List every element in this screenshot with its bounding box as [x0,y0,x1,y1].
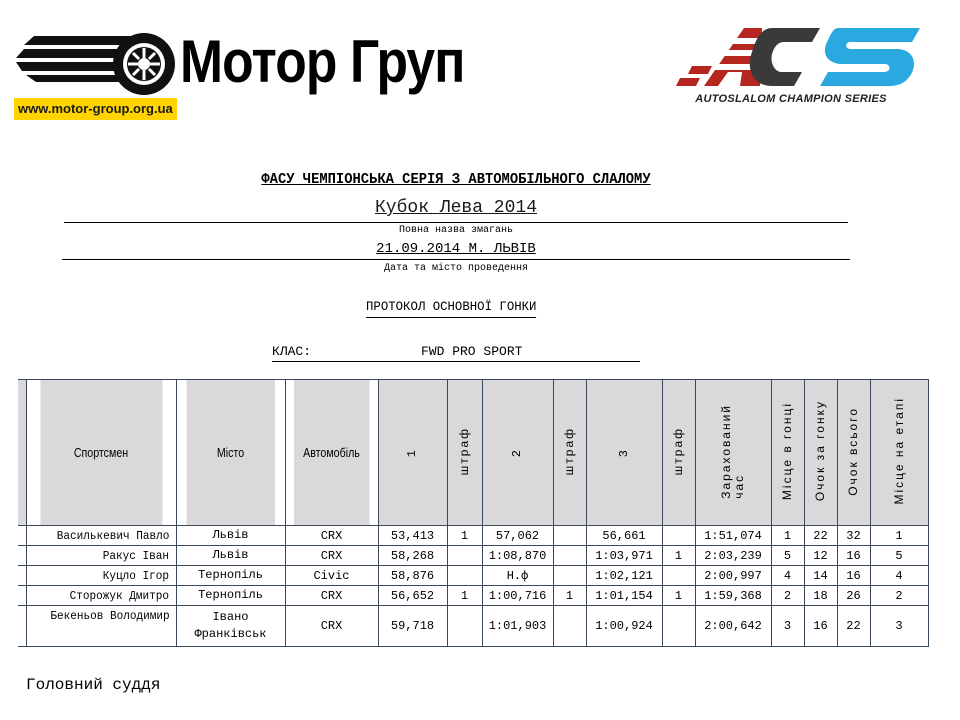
header-place-stage [870,380,928,526]
table-header-row [18,380,928,526]
header-run1 [378,380,447,526]
place-race-cell: 1 [771,526,804,546]
points-total-cell: 32 [837,526,870,546]
city-cell: Івано Франківськ [176,606,285,647]
city-cell: Тернопіль [176,586,285,606]
date-place-caption: Дата та місто проведення [383,263,529,274]
athlete-name: Куцло Ігор [103,568,170,583]
car-cell: CRX [285,546,378,566]
penalty2-cell [553,546,586,566]
header-counted-time-text: Зарахований час [719,403,746,499]
run2-cell: 1:08,870 [482,546,553,566]
city-cell: Тернопіль [176,566,285,586]
penalty1-cell [447,606,482,647]
acs-tagline: AUTOSLALOM CHAMPION SERIES [695,93,887,105]
points-race-cell: 22 [804,526,837,546]
acs-emblem-icon [652,20,942,94]
place-stage-cell: 4 [870,566,928,586]
penalty1-cell [447,566,482,586]
place-stage-cell: 5 [870,546,928,566]
points-race-cell: 12 [804,546,837,566]
points-race-cell: 16 [804,606,837,647]
car-cell: CRX [285,526,378,546]
athlete-cell [26,526,176,546]
header-city: Місто [186,380,275,526]
header-spacer [18,380,26,526]
event-name-text: Кубок Лева 2014 [374,198,538,218]
run1-cell: 59,718 [378,606,447,647]
place-race-cell: 4 [771,566,804,586]
table-row [18,586,928,606]
class-row [272,344,640,362]
penalty2-cell: 1 [553,586,586,606]
date-place-text: 21.09.2014 М. ЛЬВІВ [376,241,536,257]
header-points-total [837,380,870,526]
header-run3-text: 3 [616,447,631,457]
chief-judge-label: Головний суддя [26,676,161,694]
acs-logo [652,20,942,112]
header-counted-time [695,380,771,526]
header-run1-text: 1 [405,447,419,457]
class-value: FWD PRO SPORT [421,344,523,359]
points-total-cell: 16 [837,566,870,586]
city-cell: Львів [176,546,285,566]
results-table [18,379,929,647]
header-penalty3-text: штраф [671,426,685,476]
protocol-title: ПРОТОКОЛ ОСНОВНОЇ ГОНКИ [366,299,536,318]
penalty1-cell: 1 [447,526,482,546]
run2-cell: 1:01,903 [482,606,553,647]
place-race-cell: 5 [771,546,804,566]
brand-name: Мотор Груп [180,28,465,95]
header-place-stage-text: Місце на етапі [891,397,906,505]
place-stage-cell: 3 [870,606,928,647]
run1-cell: 58,268 [378,546,447,566]
header-athlete: Спортсмен [40,380,163,526]
car-cell: CRX [285,586,378,606]
championship-title: ФАСУ ЧЕМПІОНСЬКА СЕРІЯ З АВТОМОБІЛЬНОГО СЛАЛОМУ [261,171,651,188]
points-total-cell: 26 [837,586,870,606]
run3-cell: 1:03,971 [586,546,662,566]
run3-cell: 1:00,924 [586,606,662,647]
penalty3-cell [662,606,695,647]
run1-cell: 56,652 [378,586,447,606]
athlete-cell [26,586,176,606]
date-place [0,241,912,257]
place-stage-cell: 1 [870,526,928,546]
place-stage-cell: 2 [870,586,928,606]
header-run3 [586,380,662,526]
row-spacer [18,606,26,647]
athlete-name: Сторожук Дмитро [70,588,170,603]
header-penalty2 [553,380,586,526]
car-cell: CRX [285,606,378,647]
counted-time-cell: 2:00,997 [695,566,771,586]
points-total-cell: 16 [837,546,870,566]
row-spacer [18,586,26,606]
athlete-cell [26,546,176,566]
penalty1-cell: 1 [447,586,482,606]
table-row [18,566,928,586]
header-place-race-text: Місце в гонці [780,401,794,501]
counted-time-cell: 1:59,368 [695,586,771,606]
penalty2-cell [553,566,586,586]
penalty3-cell: 1 [662,586,695,606]
athlete-name: Ракус Іван [103,548,170,563]
run1-cell: 53,413 [378,526,447,546]
car-cell: Civic [285,566,378,586]
place-race-cell: 2 [771,586,804,606]
penalty3-cell [662,566,695,586]
penalty2-cell [553,526,586,546]
website-url: www.motor-group.org.ua [14,98,177,120]
event-name-caption: Повна назва змагань [398,225,514,236]
run3-cell: 56,661 [586,526,662,546]
counted-time-cell: 2:03,239 [695,546,771,566]
athlete-cell [26,566,176,586]
table-row [18,606,928,647]
athlete-name: Бекеньов Володимир [50,609,170,623]
counted-time-cell: 2:00,642 [695,606,771,647]
run3-cell: 1:01,154 [586,586,662,606]
points-total-cell: 22 [837,606,870,647]
points-race-cell: 18 [804,586,837,606]
event-name [0,198,912,218]
penalty2-cell [553,606,586,647]
header-penalty3 [662,380,695,526]
run3-cell: 1:02,121 [586,566,662,586]
counted-time-cell: 1:51,074 [695,526,771,546]
header-penalty1 [447,380,482,526]
city-cell: Львів [176,526,285,546]
motor-group-logo [14,22,465,122]
table-row [18,546,928,566]
class-label: КЛАС: [272,344,312,359]
header-run2-text: 2 [510,447,524,457]
divider [62,259,850,260]
points-race-cell: 14 [804,566,837,586]
header-penalty2-text: штраф [562,426,576,476]
run2-cell: 1:00,716 [482,586,553,606]
place-race-cell: 3 [771,606,804,647]
tire-wheel-icon [112,32,176,96]
run2-cell: 57,062 [482,526,553,546]
header-car: Автомобіль [293,380,369,526]
header-penalty1-text: штраф [457,426,471,476]
row-spacer [18,526,26,546]
penalty3-cell [662,526,695,546]
athlete-name: Василькевич Павло [56,528,170,543]
penalty3-cell: 1 [662,546,695,566]
run2-cell: Н.ф [482,566,553,586]
run1-cell: 58,876 [378,566,447,586]
table-row [18,526,928,546]
row-spacer [18,566,26,586]
header-points-race [804,380,837,526]
athlete-cell [26,606,176,647]
header-points-total-text: Очок всього [846,406,860,496]
divider [64,222,848,223]
row-spacer [18,546,26,566]
header-points-race-text: Очок за гонку [813,400,827,502]
header-place-race [771,380,804,526]
penalty1-cell [447,546,482,566]
header-run2 [482,380,553,526]
